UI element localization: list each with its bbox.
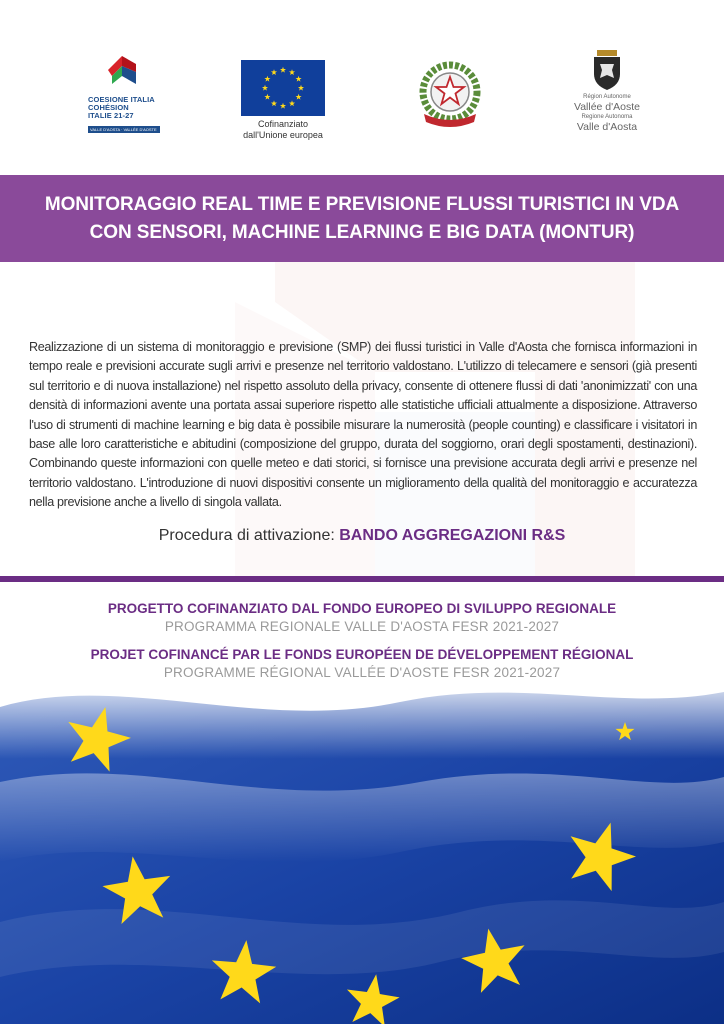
vda-line1: Région Autonome [583, 94, 631, 100]
vda-line2: Vallée d'Aoste [573, 101, 641, 113]
coesione-italia-logo [88, 50, 168, 136]
coesione-strip: VALLE D'AOSTA · VALLÉE D'AOSTE [88, 126, 160, 133]
title-line-1: MONITORAGGIO REAL TIME E PREVISIONE FLUSSI TURISTICI IN VDA [44, 193, 680, 215]
eu-flag-icon [241, 60, 325, 116]
funding-it-program: PROGRAMMA REGIONALE VALLE D'AOSTA FESR 2021-2027 [164, 619, 560, 634]
eu-caption-line2: dall'Unione europea [243, 130, 323, 140]
funding-it-heading: PROGETTO COFINANZIATO DAL FONDO EUROPEO DI SVILUPPO REGIONALE [107, 601, 617, 616]
procedure-value: BANDO AGGREGAZIONI R&S [339, 527, 566, 544]
procedure-label: Procedura di attivazione: [158, 527, 340, 544]
italian-emblem-icon [418, 60, 482, 132]
eu-cofinanced-logo [228, 60, 338, 150]
italian-republic-emblem [418, 60, 482, 132]
vda-line3: Regione Autonoma [581, 114, 633, 120]
vda-coat-of-arms-icon [591, 50, 623, 90]
procedure-line [0, 527, 724, 545]
coesione-text [88, 96, 155, 120]
coesione-line2: COHÉSION [88, 103, 129, 112]
title-band [0, 175, 724, 262]
funding-fr-heading: PROJET COFINANCÉ PAR LE FONDS EUROPÉEN DE DÉVELOPPEMENT RÉGIONAL [90, 647, 634, 662]
coesione-line1: COESIONE ITALIA [88, 95, 155, 104]
funding-block [0, 600, 724, 682]
eu-caption [228, 119, 338, 141]
title-line-2: CON SENSORI, MACHINE LEARNING E BIG DATA (MONTUR) [89, 221, 635, 243]
eu-caption-line1: Cofinanziato [257, 119, 309, 129]
vda-line4: Valle d'Aosta [576, 121, 638, 133]
funding-fr-program: PROGRAMME RÉGIONAL VALLÉE D'AOSTE FESR 2021-2027 [163, 665, 561, 680]
project-description: Realizzazione di un sistema di monitoraggio e previsione (SMP) dei flussi turistici in Valle d'Aosta che fornisca informazioni in tempo reale e previsioni accurate sugli arrivi e presenze nel territorio valdostano. L'utilizzo di telecamere e sensori (già presenti sul territorio e di nuova installazione) nel rispetto assoluto della privacy, consente di ottenere flussi di dati 'anonimizzati' con una densità di informazioni avente una portata assai superiore rispetto alle statistiche ufficiali attualmente a disposizione. Attraverso l'uso di strumenti di machine learning e big data è possibile misurare la numerosità (people counting) e classificare i visitatori in base alle loro caratteristiche e abitudini (composizione del gruppo, durata del soggiorno, orari degli spostamenti, destinazioni). Combinando queste informazioni con quelle meteo e dati storici, si fornisce una previsione accurata degli arrivi e presenze nel territorio valdostano. L'introduzione di nuovi dispositivi consente un miglioramento della qualità del monitoraggio e accuratezza nella previsione anche a livello di singola vallata. [29, 340, 697, 510]
coesione-line3: ITALIE 21-27 [88, 111, 134, 120]
coesione-mark-icon [104, 50, 144, 90]
valle-daosta-logo [562, 50, 652, 142]
